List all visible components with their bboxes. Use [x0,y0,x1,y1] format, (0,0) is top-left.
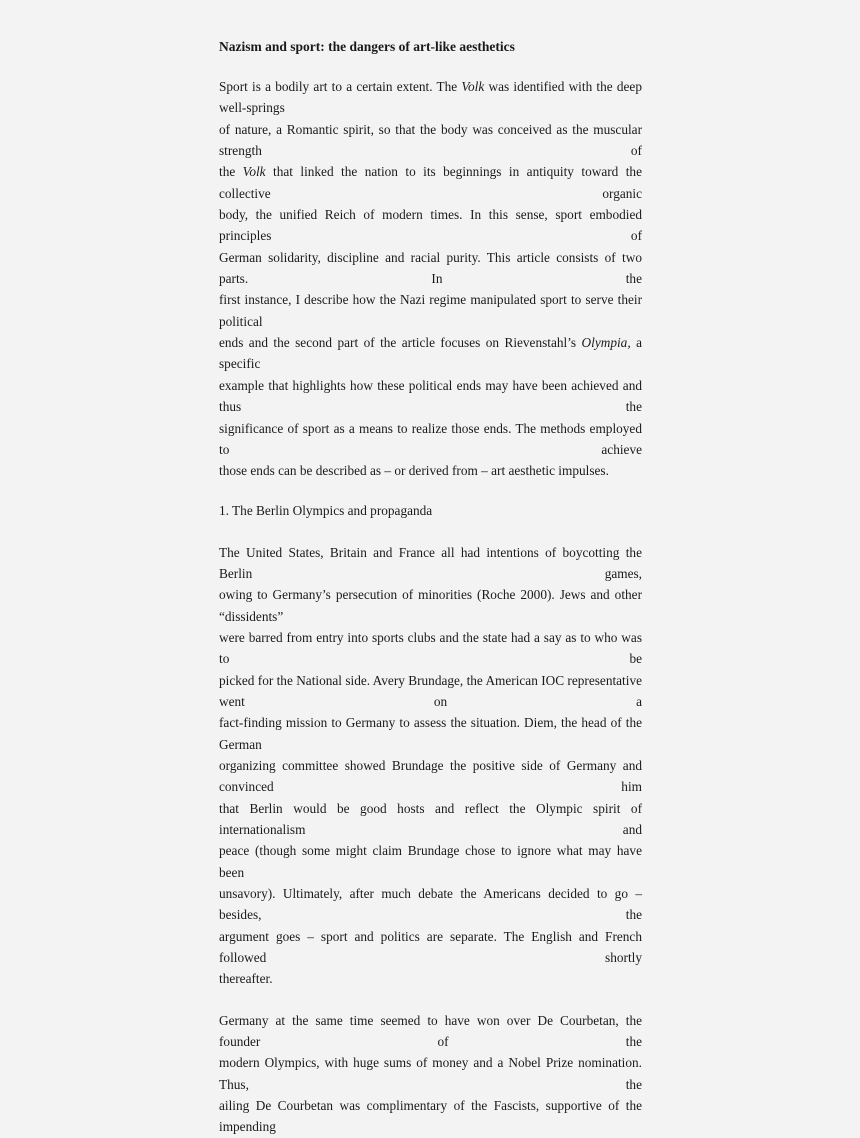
paragraph-boycott [219,542,642,990]
text-line [219,883,642,926]
text-line [219,798,642,841]
text-line [219,968,642,989]
text-line [219,926,642,969]
text-line [219,840,642,883]
italic-text: Olympia, [581,335,631,351]
text-line [219,418,642,461]
text-run: were barred from entry into sports clubs and the state had a say as to who was to be [219,629,642,667]
text-run: those ends can be described as – or derived from – art aesthetic impulses. [219,463,609,479]
text-line [219,204,642,247]
text-line [219,76,642,119]
text-run: first instance, I describe how the Nazi regime manipulated sport to serve their political [219,292,642,329]
text-line [219,712,642,755]
text-line [219,755,642,798]
text-run: that Berlin would be good hosts and reflect the Olympic spirit of internationalism and [219,800,642,837]
text-run: German solidarity, discipline and racial purity. This article consists of two parts. In the [219,249,642,287]
text-run: fact-finding mission to Germany to assess the situation. Diem, the head of the German [219,715,642,752]
text-run: Sport is a bodily art to a certain extent. The [219,79,462,94]
text-run: example that highlights how these political ends may have been achieved and thus the [219,377,642,415]
text-run: organizing committee showed Brundage the positive side of Germany and convinced him [219,757,642,795]
text-run: thereafter. [219,971,273,987]
text-run: unsavory). Ultimately, after much debate the Americans decided to go – besides, the [219,886,642,923]
text-run: body, the unified Reich of modern times. In this sense, sport embodied principles of [219,207,642,244]
text-line [219,247,642,290]
text-run: ends and the second part of the article focuses on Rievenstahl’s [219,335,582,351]
text-run: that linked the nation to its beginnings in antiquity toward the collective organic [219,164,642,201]
text-run: was identified with the deep well-springs [219,79,642,116]
italic-text: Volk [242,164,266,180]
text-line [219,460,642,481]
text-line [219,161,642,204]
text-line [219,542,642,585]
text-line [219,332,642,375]
section-heading: 1. The Berlin Olympics and propaganda [219,502,433,518]
text-run: the [219,164,243,180]
italic-text: Volk [461,79,485,94]
text-line [219,1052,642,1095]
text-line [219,584,642,627]
text-line [219,627,642,670]
text-line [219,1010,642,1053]
text-line [219,119,642,162]
text-run: Germany at the same time seemed to have won over De Courbetan, the founder of the [219,1012,642,1050]
text-run: The United States, Britain and France all had intentions of boycotting the Berlin games, [219,544,642,581]
document-title: Nazism and sport: the dangers of art-like aesthetics [219,39,515,54]
paragraph-intro [219,76,642,482]
paragraph-courbetan [219,1010,642,1138]
document-body [219,38,642,1138]
text-run: of nature, a Romantic spirit, so that the body was conceived as the muscular strength of [219,121,642,159]
text-run: a specific [219,335,642,372]
text-run: owing to Germany’s persecution of minorities (Roche 2000). Jews and other “dissidents” [219,587,642,624]
text-run: picked for the National side. Avery Brundage, the American IOC representative went on a [219,672,642,709]
text-run: ailing De Courbetan was complimentary of the Fascists, supportive of the impending [219,1098,642,1135]
text-line [219,289,642,332]
text-line [219,670,642,713]
text-run: modern Olympics, with huge sums of money and a Nobel Prize nomination. Thus, the [219,1055,642,1092]
text-run: argument goes – sport and politics are separate. The English and French followed shortly [219,928,642,966]
text-line [219,1095,642,1138]
text-run: peace (though some might claim Brundage chose to ignore what may have been [219,843,642,880]
text-line [219,375,642,418]
text-run: significance of sport as a means to realize those ends. The methods employed to achieve [219,420,642,457]
